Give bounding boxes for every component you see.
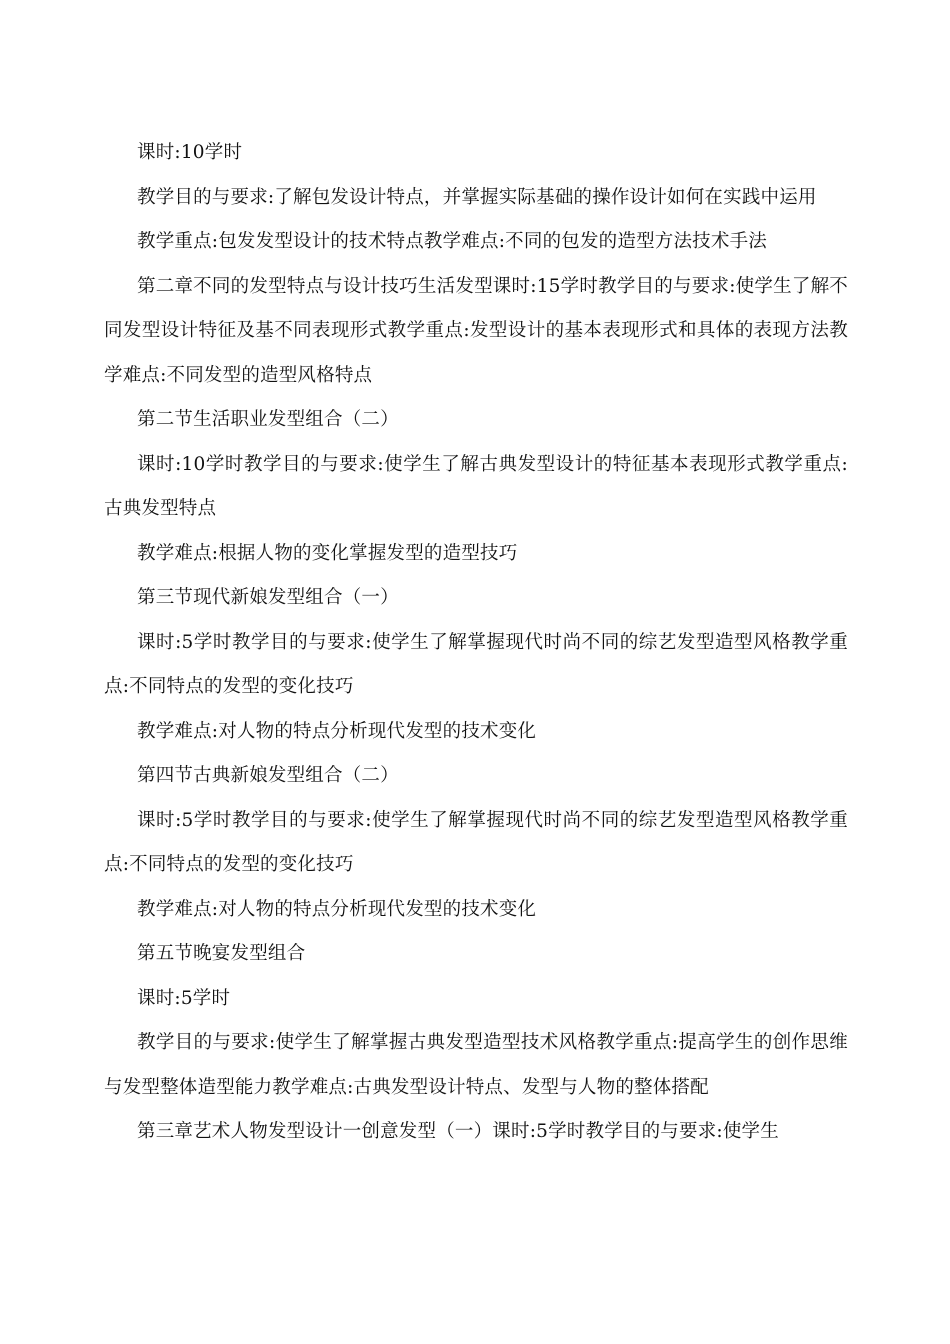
section-heading-4: 第四节古典新娘发型组合（二） [137, 765, 399, 786]
paragraph-class-hours: 课时:10学时 [137, 142, 243, 163]
paragraph-section-3-difficulty: 教学难点:对人物的特点分析现代发型的技术变化 [137, 720, 537, 742]
paragraph-objectives: 教学目的与要求:了解包发设计特点，并掌握实际基础的操作设计如何在实践中运用 [137, 186, 817, 208]
paragraph-chapter-three: 第三章艺术人物发型设计一创意发型（一）课时:5学时教学目的与要求:使学生 [137, 1121, 779, 1142]
paragraph-section-4-difficulty: 教学难点:对人物的特点分析现代发型的技术变化 [137, 898, 537, 920]
section-heading-2: 第二节生活职业发型组合（二） [137, 409, 399, 430]
paragraph-section-5-hours: 课时:5学时 [137, 987, 231, 1009]
paragraph-section-2-difficulty: 教学难点:根据人物的变化掌握发型的造型技巧 [137, 542, 518, 564]
document-body [104, 131, 848, 1155]
paragraph-section-5-objectives: 教学目的与要求:使学生了解掌握古典发型造型技术风格教学重点:提高学生的创作思维与发型整体造型能力教学难点:古典发型设计特点、发型与人物的整体搭配 [104, 1032, 848, 1098]
paragraph-chapter-two: 第二章不同的发型特点与设计技巧生活发型课时:15学时教学目的与要求:使学生了解不同发型设计特征及基不同表现形式教学重点:发型设计的基本表现形式和具体的表现方法教学难点:不同发型的造型风格特点 [104, 275, 848, 386]
paragraph-section-3-hours: 课时:5学时教学目的与要求:使学生了解掌握现代时尚不同的综艺发型造型风格教学重点:不同特点的发型的变化技巧 [104, 631, 848, 697]
paragraph-section-2-hours: 课时:10学时教学目的与要求:使学生了解古典发型设计的特征基本表现形式教学重点:古典发型特点 [104, 453, 848, 519]
section-heading-5: 第五节晚宴发型组合 [137, 943, 306, 964]
paragraph-key-points: 教学重点:包发发型设计的技术特点教学难点:不同的包发的造型方法技术手法 [137, 231, 767, 252]
paragraph-section-4-hours: 课时:5学时教学目的与要求:使学生了解掌握现代时尚不同的综艺发型造型风格教学重点:不同特点的发型的变化技巧 [104, 809, 848, 875]
section-heading-3: 第三节现代新娘发型组合（一） [137, 587, 399, 608]
